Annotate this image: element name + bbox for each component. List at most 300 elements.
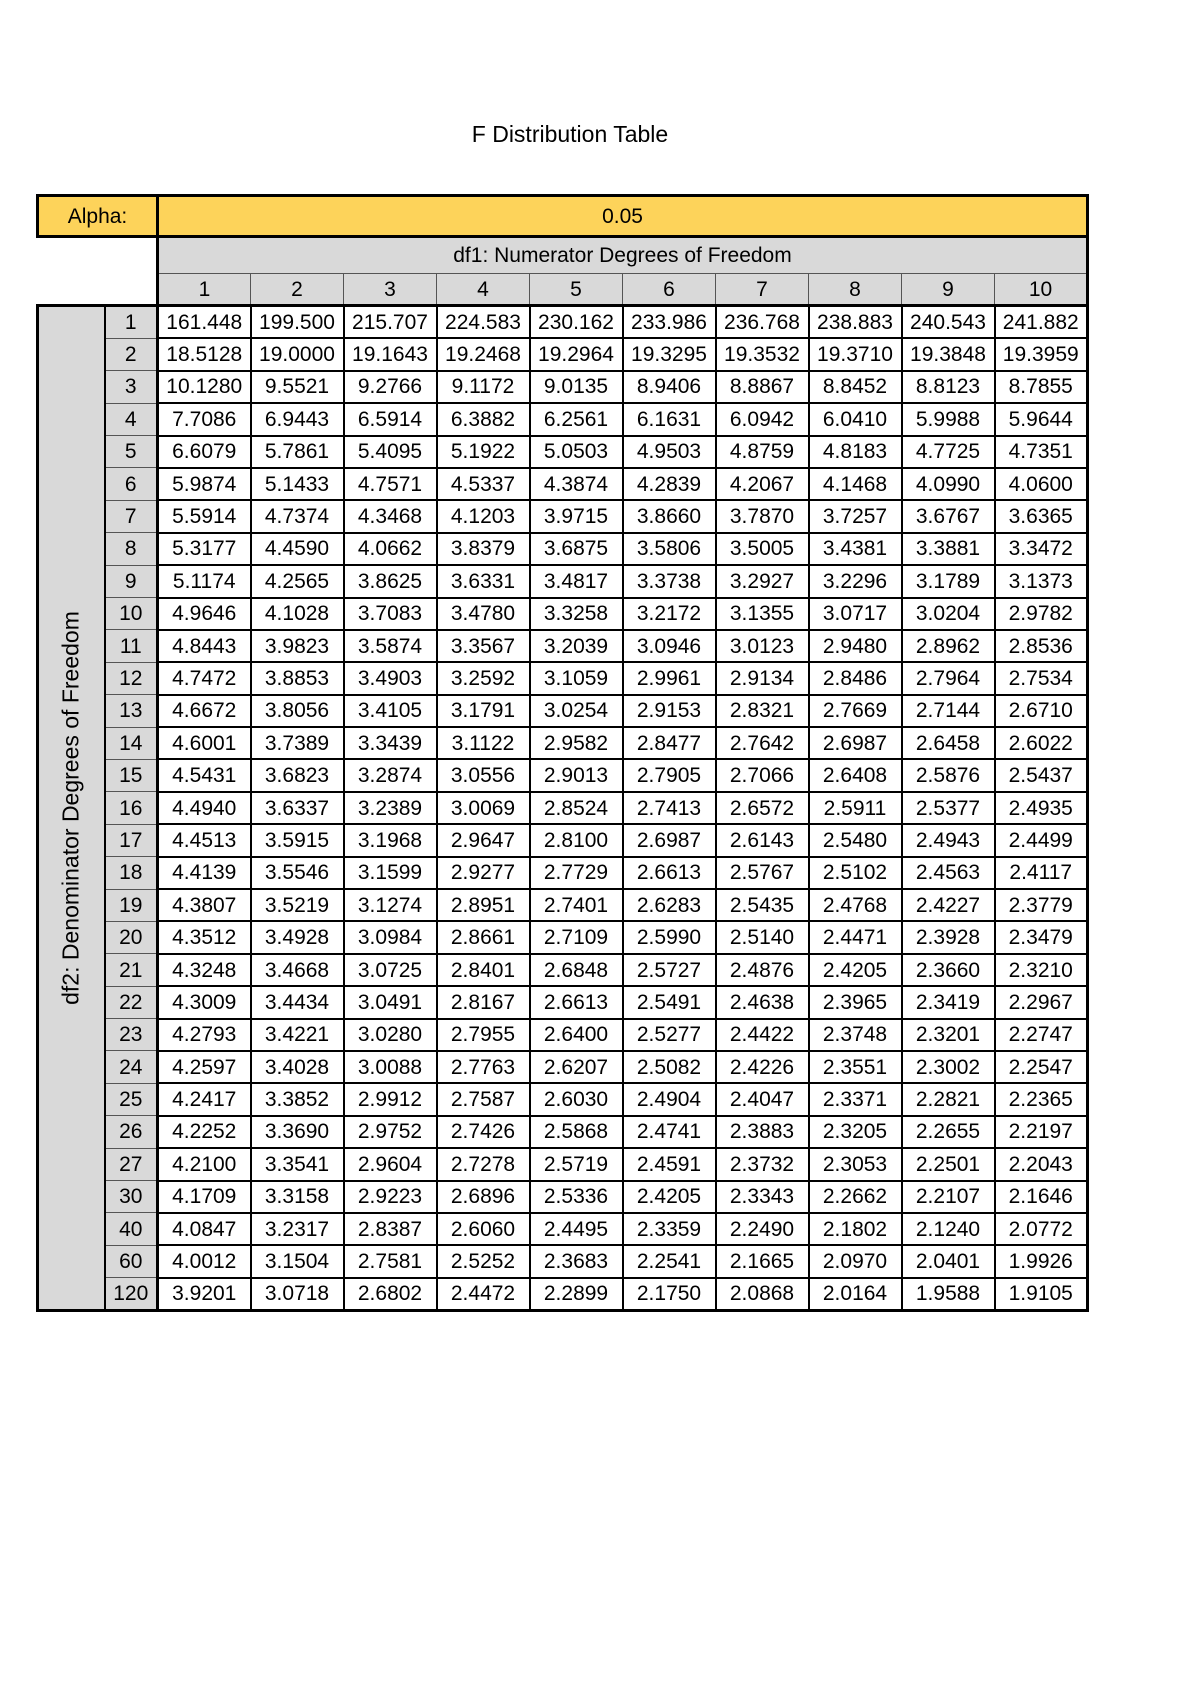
df1-column-header: 8 [809,274,902,306]
df2-row-header: 1 [105,306,158,339]
table-row [38,954,1088,986]
table-cell: 161.448 [158,306,251,339]
df2-row-header: 20 [105,921,158,953]
df2-row-header: 11 [105,630,158,662]
table-cell: 2.1802 [809,1213,902,1245]
table-cell: 3.0946 [623,630,716,662]
table-cell: 2.1750 [623,1278,716,1311]
table-cell: 2.2899 [530,1278,623,1311]
table-cell: 3.1274 [344,889,437,921]
table-cell: 4.2565 [251,565,344,597]
table-cell: 3.6331 [437,565,530,597]
table-cell: 2.7642 [716,727,809,759]
table-cell: 8.9406 [623,371,716,403]
table-cell: 2.4422 [716,1019,809,1051]
table-cell: 2.0164 [809,1278,902,1311]
table-cell: 3.1122 [437,727,530,759]
table-cell: 2.4047 [716,1083,809,1115]
table-cell: 4.3009 [158,986,251,1018]
table-cell: 2.3883 [716,1116,809,1148]
table-row [38,727,1088,759]
table-cell: 224.583 [437,306,530,339]
table-cell: 2.9480 [809,630,902,662]
table-cell: 2.4226 [716,1051,809,1083]
table-cell: 2.4227 [902,889,995,921]
df2-row-header: 10 [105,598,158,630]
table-cell: 19.2468 [437,338,530,370]
table-cell: 238.883 [809,306,902,339]
table-cell: 236.768 [716,306,809,339]
table-cell: 2.4205 [623,1181,716,1213]
table-cell: 4.4940 [158,792,251,824]
table-cell: 2.2365 [995,1083,1088,1115]
table-cell: 2.4205 [809,954,902,986]
table-cell: 2.7669 [809,695,902,727]
table-cell: 10.1280 [158,371,251,403]
table-cell: 3.2317 [251,1213,344,1245]
table-cell: 5.5914 [158,500,251,532]
table-cell: 2.7066 [716,759,809,791]
table-cell: 4.2793 [158,1019,251,1051]
table-cell: 3.4434 [251,986,344,1018]
table-cell: 2.4499 [995,824,1088,856]
table-cell: 3.0718 [251,1278,344,1311]
table-row [38,857,1088,889]
table-cell: 3.0984 [344,921,437,953]
table-cell: 2.9604 [344,1148,437,1180]
table-cell: 8.7855 [995,371,1088,403]
df2-row-header: 26 [105,1116,158,1148]
df2-row-header: 13 [105,695,158,727]
table-cell: 2.9647 [437,824,530,856]
table-cell: 18.5128 [158,338,251,370]
table-cell: 2.3371 [809,1083,902,1115]
table-cell: 2.5990 [623,921,716,953]
df1-column-header: 9 [902,274,995,306]
table-cell: 3.2874 [344,759,437,791]
table-cell: 3.3472 [995,533,1088,565]
table-cell: 2.9782 [995,598,1088,630]
table-cell: 4.7571 [344,468,437,500]
table-cell: 4.7351 [995,436,1088,468]
table-row [38,1213,1088,1245]
table-row [38,1278,1088,1311]
table-cell: 2.6572 [716,792,809,824]
table-cell: 2.6848 [530,954,623,986]
table-cell: 4.7374 [251,500,344,532]
table-cell: 2.5082 [623,1051,716,1083]
df1-column-header: 5 [530,274,623,306]
table-cell: 3.8853 [251,662,344,694]
table-cell: 9.1172 [437,371,530,403]
table-cell: 3.5219 [251,889,344,921]
table-cell: 4.1468 [809,468,902,500]
table-cell: 2.5437 [995,759,1088,791]
table-cell: 2.3419 [902,986,995,1018]
table-cell: 2.2547 [995,1051,1088,1083]
table-cell: 4.5431 [158,759,251,791]
df1-column-header: 7 [716,274,809,306]
table-cell: 4.1709 [158,1181,251,1213]
table-cell: 3.3738 [623,565,716,597]
table-cell: 4.8183 [809,436,902,468]
df2-row-header: 3 [105,371,158,403]
table-cell: 5.0503 [530,436,623,468]
table-cell: 2.5767 [716,857,809,889]
table-cell: 2.9961 [623,662,716,694]
table-cell: 3.1059 [530,662,623,694]
table-cell: 3.2389 [344,792,437,824]
table-cell: 19.3710 [809,338,902,370]
table-cell: 2.2541 [623,1245,716,1277]
table-cell: 4.2417 [158,1083,251,1115]
df2-row-header: 120 [105,1278,158,1311]
table-cell: 4.0847 [158,1213,251,1245]
table-cell: 3.9823 [251,630,344,662]
table-cell: 1.9926 [995,1245,1088,1277]
table-cell: 4.9646 [158,598,251,630]
table-cell: 2.9582 [530,727,623,759]
table-cell: 2.6802 [344,1278,437,1311]
table-cell: 2.5435 [716,889,809,921]
table-cell: 3.7257 [809,500,902,532]
table-cell: 3.6337 [251,792,344,824]
table-row [38,1245,1088,1277]
table-cell: 2.6400 [530,1019,623,1051]
table-cell: 2.6283 [623,889,716,921]
table-cell: 3.6365 [995,500,1088,532]
corner-blank [38,237,158,274]
table-cell: 2.2490 [716,1213,809,1245]
table-cell: 2.8524 [530,792,623,824]
table-cell: 3.5806 [623,533,716,565]
table-row [38,533,1088,565]
table-cell: 2.4117 [995,857,1088,889]
table-cell: 3.2927 [716,565,809,597]
table-cell: 2.6143 [716,824,809,856]
table-cell: 2.5277 [623,1019,716,1051]
table-cell: 3.8379 [437,533,530,565]
table-row [38,695,1088,727]
table-cell: 3.2296 [809,565,902,597]
table-cell: 3.0556 [437,759,530,791]
df2-row-header: 6 [105,468,158,500]
table-cell: 2.3683 [530,1245,623,1277]
table-cell: 2.2197 [995,1116,1088,1148]
table-cell: 2.0970 [809,1245,902,1277]
table-cell: 2.0401 [902,1245,995,1277]
table-cell: 2.7905 [623,759,716,791]
table-cell: 3.4817 [530,565,623,597]
table-cell: 5.1922 [437,436,530,468]
f-distribution-table [36,194,1089,1312]
table-cell: 4.3248 [158,954,251,986]
table-cell: 215.707 [344,306,437,339]
table-cell: 2.4472 [437,1278,530,1311]
df1-column-header: 2 [251,274,344,306]
table-cell: 2.5140 [716,921,809,953]
table-cell: 3.4780 [437,598,530,630]
table-cell: 2.6987 [809,727,902,759]
table-cell: 4.1028 [251,598,344,630]
df2-row-header: 60 [105,1245,158,1277]
table-cell: 2.5480 [809,824,902,856]
table-cell: 3.6875 [530,533,623,565]
table-cell: 2.7413 [623,792,716,824]
table-cell: 2.7763 [437,1051,530,1083]
table-cell: 3.3158 [251,1181,344,1213]
df2-row-header: 17 [105,824,158,856]
table-cell: 2.1240 [902,1213,995,1245]
table-cell: 2.8167 [437,986,530,1018]
table-cell: 6.6079 [158,436,251,468]
table-cell: 3.0069 [437,792,530,824]
table-cell: 2.2662 [809,1181,902,1213]
table-cell: 4.3512 [158,921,251,953]
table-cell: 4.8443 [158,630,251,662]
table-cell: 4.1203 [437,500,530,532]
table-cell: 5.4095 [344,436,437,468]
table-cell: 4.4513 [158,824,251,856]
table-cell: 3.0204 [902,598,995,630]
table-cell: 2.3965 [809,986,902,1018]
table-row [38,921,1088,953]
table-cell: 3.0123 [716,630,809,662]
table-cell: 3.5546 [251,857,344,889]
table-cell: 2.4943 [902,824,995,856]
table-cell: 5.9874 [158,468,251,500]
table-cell: 8.8123 [902,371,995,403]
table-cell: 4.2839 [623,468,716,500]
table-cell: 3.4105 [344,695,437,727]
table-cell: 2.3201 [902,1019,995,1051]
table-cell: 5.9988 [902,403,995,435]
table-cell: 2.3928 [902,921,995,953]
table-cell: 2.7426 [437,1116,530,1148]
table-cell: 19.3532 [716,338,809,370]
df2-row-header: 21 [105,954,158,986]
table-cell: 2.9277 [437,857,530,889]
table-cell: 2.1665 [716,1245,809,1277]
table-cell: 2.5868 [530,1116,623,1148]
table-cell: 3.6823 [251,759,344,791]
table-cell: 3.8625 [344,565,437,597]
table-cell: 3.2172 [623,598,716,630]
table-cell: 4.6001 [158,727,251,759]
table-cell: 4.2100 [158,1148,251,1180]
table-cell: 2.5102 [809,857,902,889]
alpha-value: 0.05 [158,196,1088,237]
table-cell: 3.3852 [251,1083,344,1115]
table-cell: 2.3210 [995,954,1088,986]
table-cell: 4.5337 [437,468,530,500]
table-row [38,371,1088,403]
table-cell: 19.3848 [902,338,995,370]
table-cell: 2.9223 [344,1181,437,1213]
table-cell: 3.9715 [530,500,623,532]
table-cell: 2.6896 [437,1181,530,1213]
df1-column-header: 10 [995,274,1088,306]
table-cell: 3.1355 [716,598,809,630]
table-cell: 4.4590 [251,533,344,565]
table-cell: 2.5491 [623,986,716,1018]
table-cell: 5.1433 [251,468,344,500]
table-cell: 2.8536 [995,630,1088,662]
table-cell: 2.4876 [716,954,809,986]
table-cell: 3.2039 [530,630,623,662]
table-cell: 3.8056 [251,695,344,727]
df2-row-header: 19 [105,889,158,921]
table-cell: 3.7389 [251,727,344,759]
table-cell: 2.8661 [437,921,530,953]
table-cell: 2.9752 [344,1116,437,1148]
table-cell: 8.8452 [809,371,902,403]
table-cell: 8.8867 [716,371,809,403]
table-cell: 2.3551 [809,1051,902,1083]
table-cell: 3.3258 [530,598,623,630]
table-cell: 2.4904 [623,1083,716,1115]
table-cell: 2.7581 [344,1245,437,1277]
table-cell: 6.0942 [716,403,809,435]
table-cell: 3.4903 [344,662,437,694]
table-cell: 2.7109 [530,921,623,953]
df1-column-header: 4 [437,274,530,306]
table-cell: 2.9134 [716,662,809,694]
table-row [38,1181,1088,1213]
df2-row-header: 40 [105,1213,158,1245]
table-cell: 4.7725 [902,436,995,468]
df2-row-header: 22 [105,986,158,1018]
table-cell: 2.8100 [530,824,623,856]
table-cell: 2.7144 [902,695,995,727]
table-cell: 3.0088 [344,1051,437,1083]
table-cell: 3.0717 [809,598,902,630]
table-cell: 2.2501 [902,1148,995,1180]
table-row [38,1116,1088,1148]
table-row [38,403,1088,435]
table-cell: 4.3807 [158,889,251,921]
table-cell: 5.1174 [158,565,251,597]
table-cell: 2.3479 [995,921,1088,953]
table-cell: 2.6022 [995,727,1088,759]
table-cell: 2.9013 [530,759,623,791]
table-cell: 240.543 [902,306,995,339]
table-cell: 2.5377 [902,792,995,824]
table-cell: 2.6613 [530,986,623,1018]
table-cell: 1.9105 [995,1278,1088,1311]
table-cell: 3.1789 [902,565,995,597]
table-cell: 5.3177 [158,533,251,565]
table-cell: 6.3882 [437,403,530,435]
table-cell: 3.9201 [158,1278,251,1311]
table-row [38,630,1088,662]
df1-column-header: 3 [344,274,437,306]
table-cell: 3.0280 [344,1019,437,1051]
table-cell: 233.986 [623,306,716,339]
table-cell: 4.4139 [158,857,251,889]
table-cell: 3.3541 [251,1148,344,1180]
table-cell: 9.2766 [344,371,437,403]
table-cell: 3.8660 [623,500,716,532]
df2-row-header: 27 [105,1148,158,1180]
table-cell: 7.7086 [158,403,251,435]
table-cell: 3.4381 [809,533,902,565]
table-cell: 4.0012 [158,1245,251,1277]
df1-header: df1: Numerator Degrees of Freedom [158,237,1088,274]
table-cell: 6.2561 [530,403,623,435]
alpha-label: Alpha: [38,196,158,237]
df2-header-label: df2: Denominator Degrees of Freedom [57,611,84,1005]
table-cell: 6.5914 [344,403,437,435]
df2-row-header: 4 [105,403,158,435]
table-cell: 19.3959 [995,338,1088,370]
table-cell: 3.4668 [251,954,344,986]
table-cell: 2.4935 [995,792,1088,824]
table-cell: 2.7587 [437,1083,530,1115]
table-cell: 2.3053 [809,1148,902,1180]
df2-row-header: 7 [105,500,158,532]
df1-column-header: 1 [158,274,251,306]
table-cell: 199.500 [251,306,344,339]
df2-row-header: 9 [105,565,158,597]
table-cell: 3.1791 [437,695,530,727]
table-cell: 3.4928 [251,921,344,953]
table-cell: 4.7472 [158,662,251,694]
table-cell: 241.882 [995,306,1088,339]
table-cell: 2.3205 [809,1116,902,1148]
table-row [38,1051,1088,1083]
table-row [38,759,1088,791]
table-cell: 3.5874 [344,630,437,662]
table-cell: 230.162 [530,306,623,339]
table-cell: 2.5336 [530,1181,623,1213]
table-cell: 3.1373 [995,565,1088,597]
df2-row-header: 5 [105,436,158,468]
table-cell: 6.9443 [251,403,344,435]
table-row [38,500,1088,532]
table-cell: 2.4495 [530,1213,623,1245]
df2-row-header: 16 [105,792,158,824]
table-cell: 2.6060 [437,1213,530,1245]
table-row [38,338,1088,370]
table-cell: 2.6030 [530,1083,623,1115]
table-cell: 4.2067 [716,468,809,500]
table-cell: 4.9503 [623,436,716,468]
table-cell: 2.8962 [902,630,995,662]
table-row [38,1148,1088,1180]
table-cell: 6.1631 [623,403,716,435]
table-row [38,792,1088,824]
table-cell: 3.1968 [344,824,437,856]
table-cell: 2.4638 [716,986,809,1018]
table-row [38,1019,1088,1051]
table-cell: 2.7964 [902,662,995,694]
table-cell: 2.4591 [623,1148,716,1180]
table-cell: 2.1646 [995,1181,1088,1213]
table-row [38,662,1088,694]
table-cell: 2.3732 [716,1148,809,1180]
table-row [38,986,1088,1018]
table-cell: 5.9644 [995,403,1088,435]
table-cell: 2.8401 [437,954,530,986]
table-cell: 2.7278 [437,1148,530,1180]
table-cell: 3.5915 [251,824,344,856]
table-cell: 1.9588 [902,1278,995,1311]
table-row [38,565,1088,597]
table-cell: 2.7729 [530,857,623,889]
table-cell: 2.4741 [623,1116,716,1148]
table-cell: 6.0410 [809,403,902,435]
